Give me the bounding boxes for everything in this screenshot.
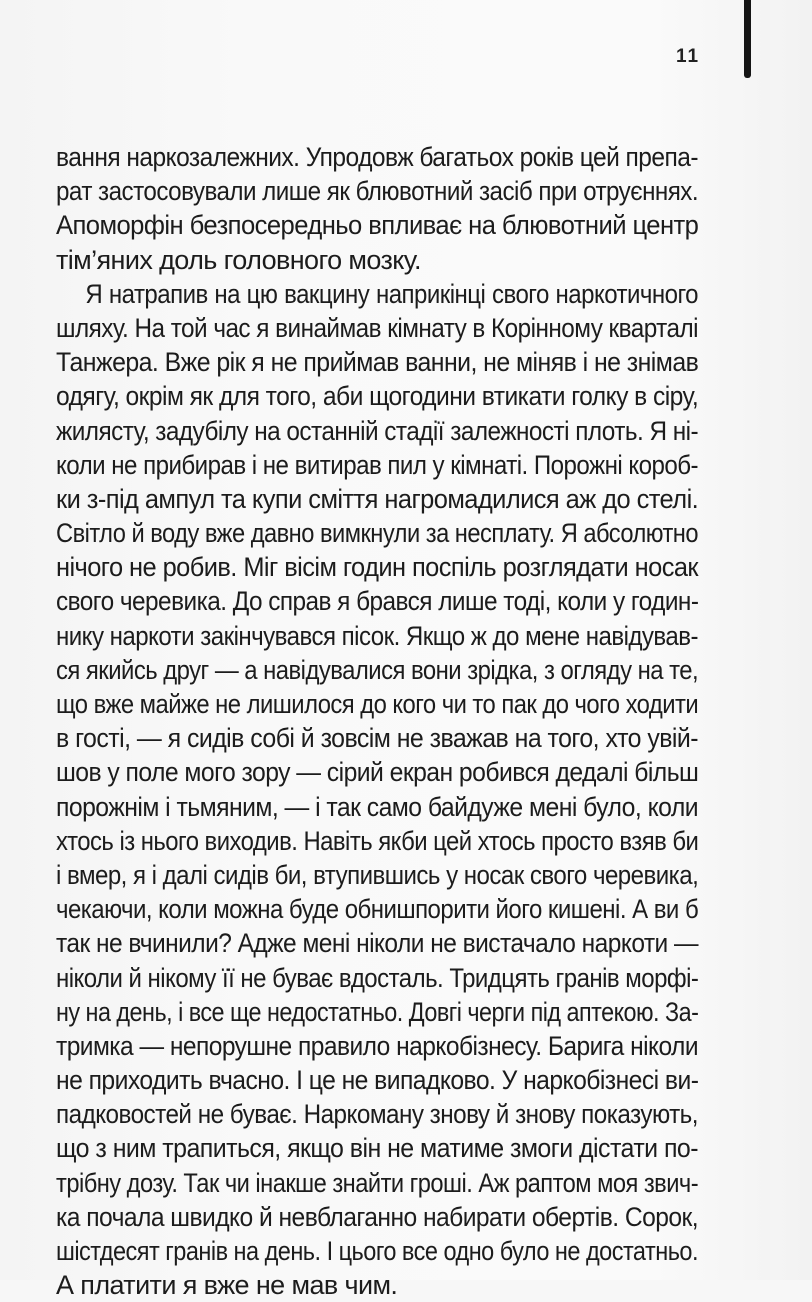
text-line: ну на день, і все ще недостатньо. Довгі черги під аптекою. За- [56,996,699,1027]
text-line: нику наркоти закінчувався пісок. Якщо ж до мене навідував- [56,620,698,651]
text-line: тім’яних доль головного мозку. [56,244,421,275]
text-line: шляху. На той час я винаймав кімнату в Корінному кварталі [56,312,698,343]
text-line: ся якийсь друг — а навідувалися вони зрідка, з огляду на те, [56,654,699,685]
text-line: ніколи й нікому її не буває вдосталь. Тридцять гранів морфі- [56,962,699,993]
text-line: в гості, — я сидів собі й зовсім не зважав на того, хто увій- [56,723,698,754]
text-line: ка почала швидко й невблаганно набирати обертів. Сорок, [56,1201,699,1232]
page-number: 11 [676,46,701,67]
text-line: чекаючи, коли можна буде обнишпорити його кишені. А ви б [56,894,699,925]
text-line: шов у поле мого зору — сірий екран робився дедалі більш [56,757,699,788]
text-line: хтось із нього виходив. Навіть якби цей хтось просто взяв би [56,825,699,856]
text-line: нічого не робив. Міг вісім годин поспіль розглядати носак [56,552,698,583]
text-line: так не вчинили? Адже мені ніколи не вистачало наркоти — [56,928,698,959]
text-line: ки з-під ампул та купи сміття нагромадилися аж до стелі. [56,483,699,514]
text-line: рат застосовували лише як блювотний засіб при отруєннях. [56,176,699,207]
text-line: А платити я вже не мав чим. [56,1270,398,1301]
text-line: Я натрапив на цю вакцину наприкінці свого наркотичного [85,278,698,309]
text-line: що вже майже не лишилося до кого чи то пак до чого ходити [56,689,699,719]
text-line: трібну дозу. Так чи інакше знайти гроші. Аж раптом моя звич- [56,1167,699,1198]
text-line: що з ним трапиться, якщо він не матиме змоги дістати по- [56,1133,698,1164]
text-line: порожнім і тьмяним, — і так само байдуже мені було, коли [56,791,698,822]
text-line: вання наркозалежних. Упродовж багатьох років цей препа- [56,142,698,172]
text-line: свого черевика. До справ я брався лише тоді, коли у годин- [56,586,699,617]
text-line: Світло й воду вже давно вимкнули за несплату. Я абсолютно [56,518,698,549]
text-line: падковостей не буває. Наркоману знову й знову показують, [56,1099,698,1130]
text-line: і вмер, я і далі сидів би, втупившись у носак свого черевика, [56,859,699,890]
text-line: не приходить вчасно. І це не випадково. У наркобізнесі ви- [56,1065,699,1096]
text-line: коли не прибирав і не витирав пил у кімнаті. Порожні короб- [56,449,699,480]
text-line: Апоморфін безпосередньо впливає на блювотний центр [56,210,699,241]
text-line: шістдесят гранів на день. І цього все одно було не достатньо. [56,1236,698,1266]
text-line: одягу, окрім як для того, аби щогодини втикати голку в сіру, [56,381,699,412]
binding-shadow-mark [744,0,751,78]
text-line: тримка — непорушне правило наркобізнесу. Барига ніколи [56,1030,698,1061]
body-text [56,140,698,1302]
text-line: Танжера. Вже рік я не приймав ванни, не міняв і не знімав [56,347,699,378]
text-line: жилясту, задубілу на останній стадії залежності плоть. Я ні- [56,415,699,446]
